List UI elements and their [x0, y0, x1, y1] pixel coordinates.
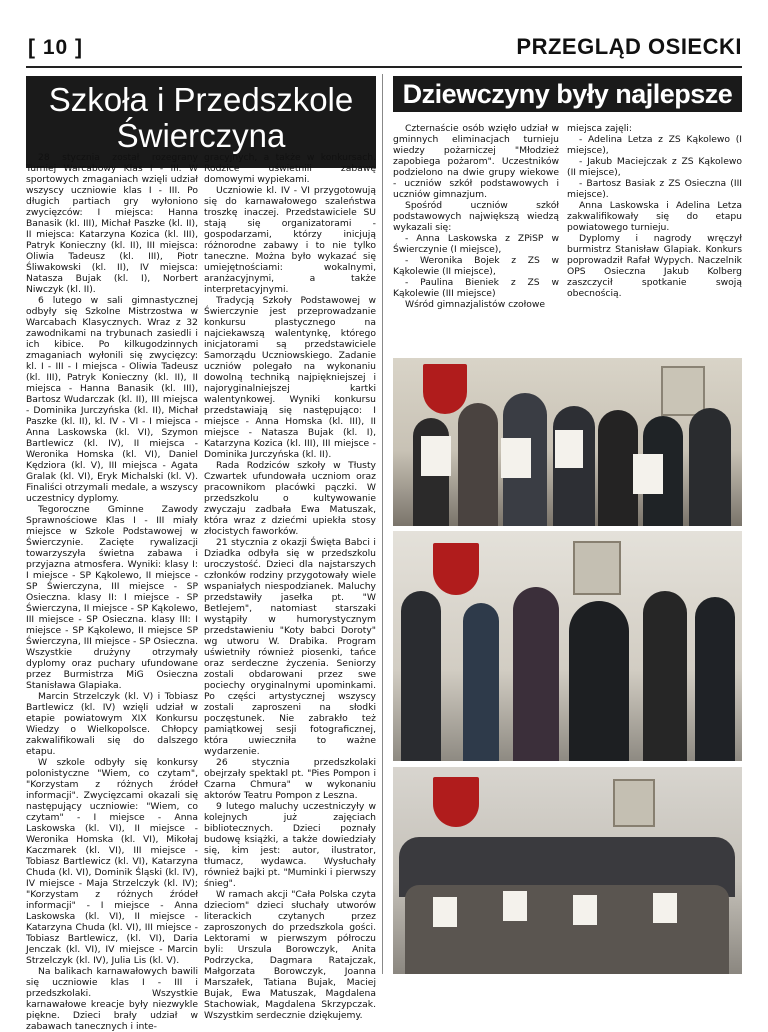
paragraph: Tradycją Szkoły Podstawowej w Świerczynie jest przeprowadzanie konkursu plastycznego na najciekawszą walentynkę, którego inicjatorami są przedstawiciele Samorządu Uczniowskiego. Zadanie uczniów polegało na wykonaniu dowolną techniką najpiękniejszej i najoryginalniejszej kartki walentynkowej. Wyniki konkursu przedstawiają się następująco: I miejsce - Anna Homska (kl. III), II miejsce - Natasza Bujak (kl. I), Katarzyna Kozica (kl. III), III miejsce - Dominika Jurczyńska (kl. II). — [204, 295, 376, 460]
right-article-title: Dziewczyny były najlepsze — [393, 76, 742, 112]
paragraph: Anna Laskowska i Adelina Letza zakwalifikowały się do etapu powiatowego turnieju. — [567, 200, 742, 233]
photo-group — [393, 767, 742, 974]
right-article-column-1 — [393, 123, 559, 323]
paragraph: - Anna Laskowska z ZPiSP w Świerczynie (I miejsce), — [393, 233, 559, 255]
paragraph: Tegoroczne Gminne Zawody Sprawnościowe Klas I - III miały miejsce w Szkole Podstawowej w Świerczynie. Zacięte rywalizacji towarzyszyła świetna zabawa i przyjazna atmosfera. Wyniki: klasy I: I miejsce - SP Kąkolewo, II miejsce - SP Świerczyna, III miejsce - SP Osieczna. klasy II: I miejsce - SP Świerczyna, II miejsce - SP Kąkolewo, III miejsce - SP Osieczna. klasy III: I miejsce - SP Kąkolewo, II miejsce SP Świerczyna, III miejsce - SP Osieczna. Wszystkie drużyny otrzymały dyplomy oraz puchary ufundowane przez Burmistrza MiG Osieczna Stanisława Glapiaka. — [26, 504, 198, 691]
paragraph: Marcin Strzelczyk (kl. V) i Tobiasz Bartlewicz (kl. IV) wzięli udział w etapie powiatowym XIX Konkursu Wiedzy o Wielkopolsce. Chłopcy zakwalifikowali się do dalszego etapu. — [26, 691, 198, 757]
paragraph: Rada Rodziców szkoły w Tłusty Czwartek ufundowała uczniom oraz pracownikom placówki pączki. W przedszkolu o kultywowanie zwyczaju zadbała Ewa Matuszak, która wraz z dziećmi upiekła stosy złocistych faworków. — [204, 460, 376, 537]
paragraph: W ramach akcji "Cała Polska czyta dzieciom" dzieci słuchały utworów literackich czytanych przez zaproszonych do przedszkola gości. Lektorami w pierwszym półroczu byli: Urszula Borowczyk, Anita Podrzycka, Dagmara Ratajczak, Małgorzata Borowczyk, Joanna Marszałek, Tatiana Bujak, Maciej Bujak, Ewa Matuszak, Magdalena Stachowiak, Magdalena Skrzypczak. Wszystkim serdecznie dziękujemy. — [204, 889, 376, 1021]
paragraph: - Bartosz Basiak z ZS Osieczna (III miejsce). — [567, 178, 742, 200]
publication-title: PRZEGLĄD OSIECKI — [516, 34, 742, 59]
paragraph: - Weronika Bojek z ZS w Kąkolewie (II miejsce), — [393, 255, 559, 277]
photo-award-ceremony — [393, 531, 742, 761]
paragraph: W szkole odbyły się konkursy polonistyczne "Wiem, co czytam", "Korzystam z różnych źródeł informacji". Zwycięzcami okazali się następujący uczniowie: "Wiem, co czytam" - I miejsce - Anna Laskowska (kl. VI), II miejsce - Weronika Homska (kl. VI), Mikołaj Kaczmarek (kl. VI), III miejsce - Tobiasz Bartlewicz (kl. VI), Katarzyna Chuda (kl. VI), Dominik Śląski (kl. IV), IV miejsce - Maja Strzelczyk (kl. IV); "Korzystam z różnych źródeł informacji" - I miejsce - Anna Laskowska (kl. VI), II miejsce - Katarzyna Chuda (kl. VI), III miejsce - Tobiasz Bartlewicz, (kl. VI), Daria Jenczak (kl. VI), IV miejsce - Marcin Strzelczyk (kl. IV), Julia Lis (kl. V). — [26, 757, 198, 966]
paragraph: Czternaście osób wzięło udział w gminnych eliminacjach turnieju wiedzy pożarniczej "Młodzież zapobiega pożarom". Uczestników podzielono na dwie grupy wiekowe - uczniów szkół podstawowych i uczniów gimnazjum. — [393, 123, 559, 200]
paragraph: 26 stycznia przedszkolaki obejrzały spektakl pt. "Pies Pompon i Czarna Chmura" w wykonaniu aktorów Teatru Pompon z Leszna. — [204, 757, 376, 801]
paragraph: - Jakub Maciejczak z ZS Kąkolewo (II miejsce), — [567, 156, 742, 178]
paragraph: 28 stycznia został rozegrany Turniej Warcabowy Klas I - III. W sportowych zmaganiach wzięli udział wszyscy uczniowie klas I - III. Po długich partiach gry wyłoniono zwycięzców: I miejsca: Hanna Banasik (kl. III), Michał Paszke (kl. II), II miejsca: Katarzyna Kozica (kl. III), Patryk Konieczny (kl. II), III miejsca: Oliwia Tadeusz (kl. III), Piotr Śliwakowski (kl. II), IV miejsca: Natasza Bujak (kl. I), Norbert Niwczyk (kl. II). — [26, 152, 198, 295]
paragraph: Uczniowie kl. IV - VI przygotowują się do karnawałowego szaleństwa troszkę inaczej. Przedstawiciele SU stają się organizatorami - gospodarzami, którzy inicjują różnorodne zabawy i to nie tylko taneczne. Można było wykazać się umiejętnościami: wokalnymi, aranżacyjnymi, a także interpretacyjnymi. — [204, 185, 376, 295]
left-article-title-line2: Świerczyna — [116, 117, 286, 154]
left-article-title-line1: Szkoła i Przedszkole — [48, 81, 354, 118]
paragraph: Na balikach karnawałowych bawili się uczniowie klas I - III i przedszkolaki. Wszystkie karnawałowe kreacje były niezwykle piękne. Dzieci brały udział w zabawach tanecznych i inte- — [26, 966, 198, 1032]
paragraph: 9 lutego maluchy uczestniczyły w kolejnych już zajęciach bibliotecznych. Dzieci poznały budowę książki, a także dowiedziały się, kim jest: autor, ilustrator, tłumacz, wydawca. Wysłuchały również bajki pt. "Muminki i pierwszy śnieg". — [204, 801, 376, 889]
paragraph: 21 stycznia z okazji Święta Babci i Dziadka odbyła się w przedszkolu uroczystość. Dzieci dla najstarszych członków rodziny przygotowały wiele wspaniałych niespodzianek. Maluchy przedstawiły jasełka pt. "W Betlejem", natomiast starszaki wystąpiły w humorystycznym przedstawieniu "Koty babci Doroty" wg utworu W. Drabika. Program uświetniły również piosenki, tańce oraz serdeczne życzenia. Seniorzy zostali obdarowani przez swe pociechy oryginalnymi upominkami. Po części artystycznej wszyscy zostali zaproszeni na słodki poczęstunek. Nie zabrakło też pamiątkowej sesji fotograficznej, która uwieczniła to ważne wydarzenie. — [204, 537, 376, 757]
paragraph: Dyplomy i nagrody wręczył burmistrz Stanisław Glapiak. Konkurs poprowadził Rafał Wypych. Naczelnik OPS Osieczna Jakub Kolberg zaszczycił spotkanie swoją obecnością. — [567, 233, 742, 299]
left-article-column-2 — [204, 152, 376, 1021]
photo-contest-winners — [393, 358, 742, 526]
paragraph: - Adelina Letza z ZS Kąkolewo (I miejsce), — [567, 134, 742, 156]
paragraph: 6 lutego w sali gimnastycznej odbyły się Szkolne Mistrzostwa w Warcabach Klasycznych. Wraz z 32 zawodnikami na trybunach zasiedli i ich kibice. Po kilkugodzinnych zmaganiach wyłonili się zwycięzcy: kl. I - III - I miejsca - Oliwia Tadeusz (kl. III), Patryk Konieczny (kl. II), II miejsca - Hanna Banasik (kl. III), Bartosz Wudarczak (kl. II), III miejsca - Dominika Jurczyńska (kl. II), Michał Paszke (kl. II), kl. IV - VI - I miejsca - Anna Laskowska (kl. VI), Szymon Bartlewicz (kl. IV), II miejsca - Weronika Homska (kl. VI), Daniel Kędziora (kl. V), III miejsca - Agata Gralak (kl. VI), Eryk Michalski (kl. V). Finaliści otrzymali medale, a wszyscy uczestnicy dyplomy. — [26, 295, 198, 504]
paragraph: Wśród gimnazjalistów czołowe — [405, 299, 546, 310]
right-article-column-2 — [567, 123, 742, 323]
paragraph: gracyjnych, a także w konkursach. Rodzice uświetnili zabawę domowymi wypiekami. — [204, 152, 376, 185]
paragraph: Spośród uczniów szkół podstawowych największą wiedzą wykazali się: — [393, 200, 559, 233]
column-separator — [382, 74, 383, 974]
paragraph: miejsca zajęli: — [567, 123, 632, 134]
page-number: [ 10 ] — [28, 36, 84, 59]
paragraph: - Paulina Bieniek z ZS w Kąkolewie (III miejsce) — [393, 277, 559, 299]
left-article-column-1 — [26, 152, 198, 1032]
header-rule — [26, 66, 742, 68]
